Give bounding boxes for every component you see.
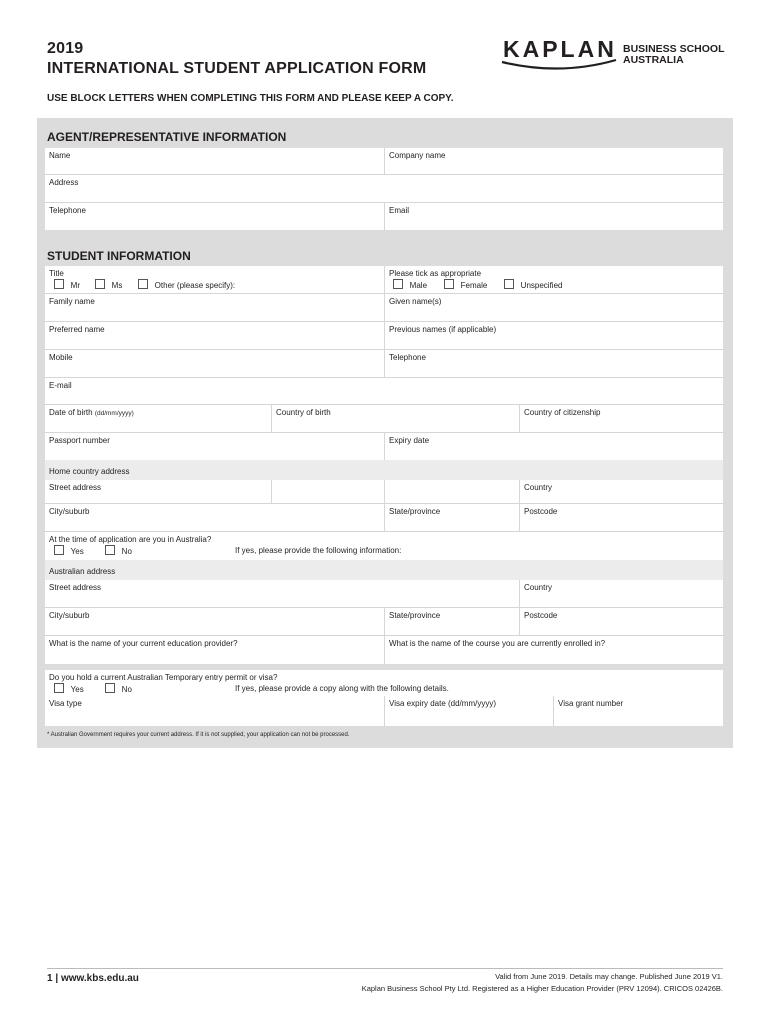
male-checkbox[interactable] [393,279,403,289]
aus-postcode-label: Postcode [524,611,558,620]
student-telephone-label: Telephone [389,353,426,362]
visa-grant-field[interactable] [553,696,723,726]
other-checkbox[interactable] [138,279,148,289]
aus-city-field[interactable] [45,608,384,636]
aus-country-label: Country [524,583,553,592]
agent-company-label: Company name [389,151,446,160]
aus-address-heading: Australian address [49,567,116,576]
edu-provider-label: What is the name of your current education provider? [49,639,238,648]
visa-yes-checkbox[interactable] [54,683,64,693]
address-footnote: * Australian Government requires your current address. If it is not supplied, your application can not be processed. [47,732,350,738]
mobile-label: Mobile [49,353,73,362]
gender-male-option[interactable] [393,279,427,290]
aus-city-label: City/suburb [49,611,90,620]
course-label: What is the name of the course you are currently enrolled in? [389,639,606,648]
instructions: USE BLOCK LETTERS WHEN COMPLETING THIS FORM AND PLEASE KEEP A COPY. [47,93,454,104]
home-country-label: Country [524,483,553,492]
previous-names-field[interactable] [384,322,723,350]
agent-name-label: Name [49,151,71,160]
given-names-label: Given name(s) [389,297,442,306]
visa-type-field[interactable] [45,696,384,726]
dob-format: (dd/mm/yyyy) [94,410,134,417]
if-yes-info-text: If yes, please provide the following information: [235,546,402,555]
registration-note: Kaplan Business School Pty Ltd. Registered as a Higher Education Provider (PRV 12094). CRICOS 02426B. [361,984,723,993]
title-ms-option[interactable] [95,279,122,290]
ms-checkbox[interactable] [95,279,105,289]
logo-swoosh-icon [500,58,620,74]
footer-page [47,973,139,984]
student-telephone-field[interactable] [384,350,723,378]
course-field[interactable] [384,636,723,664]
aus-address-band [45,560,723,580]
mr-checkbox[interactable] [54,279,64,289]
unspecified-label: Unspecified [520,281,563,290]
visa-question: Do you hold a current Australian Temporary entry permit or visa? [49,673,278,682]
home-city-label: City/suburb [49,507,90,516]
home-postcode-label: Postcode [524,507,558,516]
visa-no-option[interactable] [105,683,132,694]
passport-field[interactable] [45,433,384,460]
aus-state-label: State/province [389,611,441,620]
school-name-line1: BUSINESS SCHOOL [623,43,725,55]
agent-email-field[interactable] [384,203,723,230]
school-name-line2: AUSTRALIA [623,54,684,66]
male-label: Male [409,281,428,290]
agent-email-label: Email [389,206,410,215]
visa-no-label: No [121,685,132,694]
agent-telephone-label: Telephone [49,206,86,215]
mr-label: Mr [70,281,80,290]
validity-note: Valid from June 2019. Details may change. Published June 2019 V1. [495,972,723,981]
country-birth-label: Country of birth [276,408,331,417]
visa-grant-label: Visa grant number [558,699,624,708]
passport-label: Passport number [49,436,110,445]
in-australia-no-checkbox[interactable] [105,545,115,555]
title-other-option[interactable] [138,279,235,290]
other-label: Other (please specify): [154,281,236,290]
home-street-field-3[interactable] [384,480,519,504]
expiry-field[interactable] [384,433,723,460]
in-australia-yes-label: Yes [70,547,84,556]
ms-label: Ms [111,281,123,290]
family-name-label: Family name [49,297,95,306]
home-address-heading: Home country address [49,467,130,476]
page-number: 1 [47,973,53,984]
given-names-field[interactable] [384,294,723,322]
dob-field[interactable] [45,405,271,433]
agent-address-field[interactable] [45,175,723,203]
preferred-name-field[interactable] [45,322,384,350]
aus-state-field[interactable] [384,608,519,636]
visa-type-label: Visa type [49,699,82,708]
student-fields [45,266,723,726]
student-section-heading: STUDENT INFORMATION [47,249,191,263]
agent-company-field[interactable] [384,148,723,175]
in-australia-no-option[interactable] [105,545,132,556]
female-checkbox[interactable] [444,279,454,289]
home-street-field[interactable] [45,480,271,504]
agent-address-label: Address [49,178,79,187]
country-birth-field[interactable] [271,405,519,433]
citizenship-field[interactable] [519,405,723,433]
home-street-field-2[interactable] [271,480,384,504]
in-australia-question: At the time of application are you in Australia? [49,535,212,544]
title-mr-option[interactable] [54,279,80,290]
unspecified-checkbox[interactable] [504,279,514,289]
footer-divider [47,968,723,969]
visa-yes-label: Yes [70,685,84,694]
expiry-label: Expiry date [389,436,430,445]
aus-street-label: Street address [49,583,102,592]
agent-telephone-field[interactable] [45,203,384,230]
family-name-field[interactable] [45,294,384,322]
mobile-field[interactable] [45,350,384,378]
aus-postcode-field[interactable] [519,608,723,636]
in-australia-no-label: No [121,547,132,556]
gender-label: Please tick as appropriate [389,269,482,278]
agent-section-heading: AGENT/REPRESENTATIVE INFORMATION [47,130,287,144]
home-postcode-field[interactable] [519,504,723,532]
gender-unspecified-option[interactable] [504,279,562,290]
student-email-field[interactable] [45,378,723,405]
aus-street-field[interactable] [45,580,519,608]
dob-label: Date of birth [49,408,93,417]
aus-country-field[interactable] [519,580,723,608]
agent-name-field[interactable] [45,148,384,175]
female-label: Female [460,281,488,290]
if-yes-copy-text: If yes, please provide a copy along with the following details. [235,684,449,693]
in-australia-yes-checkbox[interactable] [54,545,64,555]
kaplan-logo: KAPLAN [503,36,617,62]
gender-female-option[interactable] [444,279,487,290]
previous-names-label: Previous names (if applicable) [389,325,497,334]
page-separator: | [55,973,59,984]
form-title: INTERNATIONAL STUDENT APPLICATION FORM [47,60,427,77]
visa-expiry-label: Visa expiry date (dd/mm/yyyy) [389,699,496,708]
home-address-band [45,460,723,480]
home-country-field[interactable] [519,480,723,504]
visa-yes-option[interactable] [54,683,84,694]
home-street-label: Street address [49,483,102,492]
student-email-label: E-mail [49,381,72,390]
home-state-field[interactable] [384,504,519,532]
title-label: Title [49,269,64,278]
in-australia-yes-option[interactable] [54,545,84,556]
visa-expiry-field[interactable] [384,696,553,726]
website-link[interactable]: www.kbs.edu.au [60,973,139,984]
citizenship-label: Country of citizenship [524,408,601,417]
home-city-field[interactable] [45,504,384,532]
home-state-label: State/province [389,507,441,516]
agent-fields [45,148,723,230]
edu-provider-field[interactable] [45,636,384,664]
preferred-name-label: Preferred name [49,325,105,334]
form-year: 2019 [47,40,84,57]
visa-no-checkbox[interactable] [105,683,115,693]
